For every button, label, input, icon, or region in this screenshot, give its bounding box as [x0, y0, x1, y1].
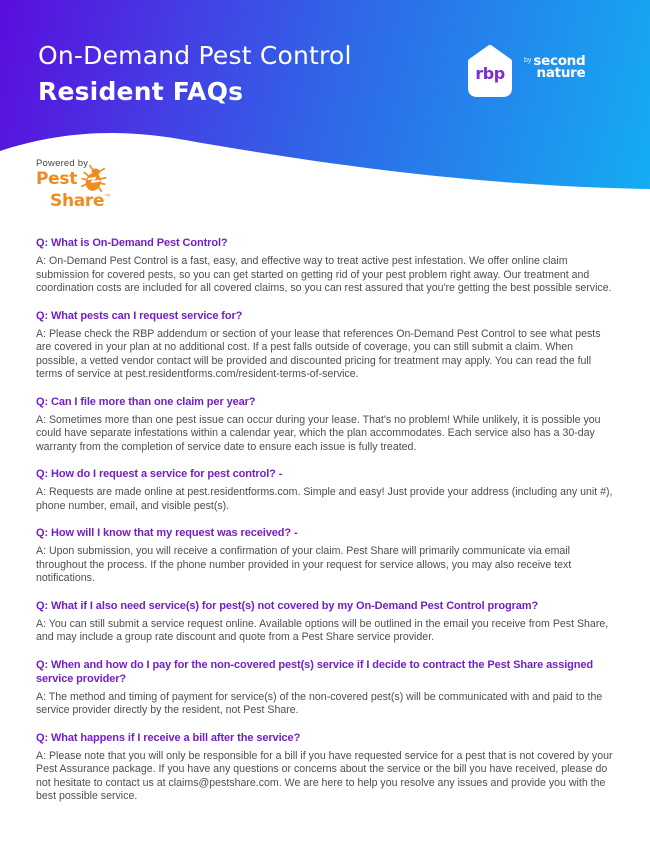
faq-question: Q: What pests can I request service for?: [36, 309, 243, 322]
hero-section: [0, 0, 650, 228]
pest-share-logo: [36, 158, 110, 210]
faq-answer: A: Please check the RBP addendum or section of your lease that references On-Demand Pest Control to see what pests are covered in your plan at no additional cost. If a pest falls outside of coverage, you can still submit a claim. When possible, a vetted vendor contact will be provided and discounted pricing for treatment may apply. You can read the full terms of service at pest.residentforms.com/resident-terms-of-service.: [36, 327, 601, 380]
rbp-logo-text: rbp: [475, 64, 505, 83]
faq-question: Q: How do I request a service for pest control? -: [36, 468, 283, 480]
faq-item: [36, 467, 614, 513]
faq-answer: A: The method and timing of payment for service(s) of the non-covered pest(s) will be communicated with and paid to the service provider directly by the resident, not Pest Share.: [36, 690, 603, 716]
trademark-symbol: ™: [104, 194, 111, 200]
faq-question: Q: What happens if I receive a bill after the service?: [36, 731, 301, 744]
rbp-second-nature-logo: [466, 42, 585, 100]
bug-icon: [81, 165, 107, 193]
faq-item: [36, 395, 614, 455]
faq-question: Q: When and how do I pay for the non-covered pest(s) service if I decide to contract the Pest Share assigned service provider?: [36, 658, 594, 685]
powered-by-label: Powered by: [36, 158, 89, 169]
faq-item: [36, 731, 614, 804]
faq-item: [36, 599, 614, 645]
faq-item: [36, 526, 614, 586]
page-title-line1: On-Demand Pest Control: [38, 41, 352, 70]
faq-question: Q: What is On-Demand Pest Control?: [36, 237, 228, 249]
faq-answer: A: Please note that you will only be responsible for a bill if you have requested service for a pest that is not covered by your Pest Assurance package. If you have any questions or concerns about the service or the bill you have received, please do not hesitate to contact us at claims@pestshare.com. We are here to help you resolve any issues and provide you with the best possible service.: [36, 749, 613, 802]
rbp-logo-icon: [466, 42, 514, 100]
page-title-line2: Resident FAQs: [38, 77, 244, 106]
pest-share-word2: Share: [50, 191, 105, 211]
faq-answer: A: Upon submission, you will receive a confirmation of your claim. Pest Share will primarily communicate via email throughout the process. If the phone number provided in your request for service allows, you may also receive text notifications.: [36, 545, 572, 584]
faq-answer: A: Requests are made online at pest.residentforms.com. Simple and easy! Just provide your address (including any unit #), phone number, email, and visible pest(s).: [36, 486, 613, 512]
faq-question: Q: How will I know that my request was received? -: [36, 527, 298, 539]
faq-question: Q: What if I also need service(s) for pest(s) not covered by my On-Demand Pest Control program?: [36, 599, 539, 612]
faq-answer: A: Sometimes more than one pest issue can occur during your lease. That's no problem! While unlikely, it is possible you could have separate infestations within a calendar year, which the plan accommodates. Each service also has a 30-day warranty from the completion of service date to ensure each issue is fully treated.: [36, 413, 601, 453]
faq-answer: A: On-Demand Pest Control is a fast, easy, and effective way to treat active pest infestation. We offer online claim submission for covered pests, so you can get started on getting rid of your pest problem right away. Our treatment and coordination costs are included for all covered claims, so you can rest assured that you're getting the best possible service.: [36, 255, 612, 294]
faq-list: [0, 228, 650, 804]
second-nature-word1: second: [533, 53, 586, 69]
second-nature-wordmark: [524, 55, 585, 79]
faq-answer: A: You can still submit a service request online. Available options will be outlined in the email you receive from Pest Share, and may include a group rate discount and quote from a Pest Share service provider.: [36, 617, 609, 643]
second-nature-word2: nature: [536, 65, 586, 81]
pest-share-word1: Pest: [36, 169, 78, 189]
faq-item: [36, 309, 614, 382]
faq-item: [36, 658, 614, 718]
faq-question: Q: Can I file more than one claim per year?: [36, 395, 256, 408]
page-title: [38, 40, 352, 108]
faq-item: [36, 236, 614, 296]
by-label: by: [524, 57, 532, 64]
